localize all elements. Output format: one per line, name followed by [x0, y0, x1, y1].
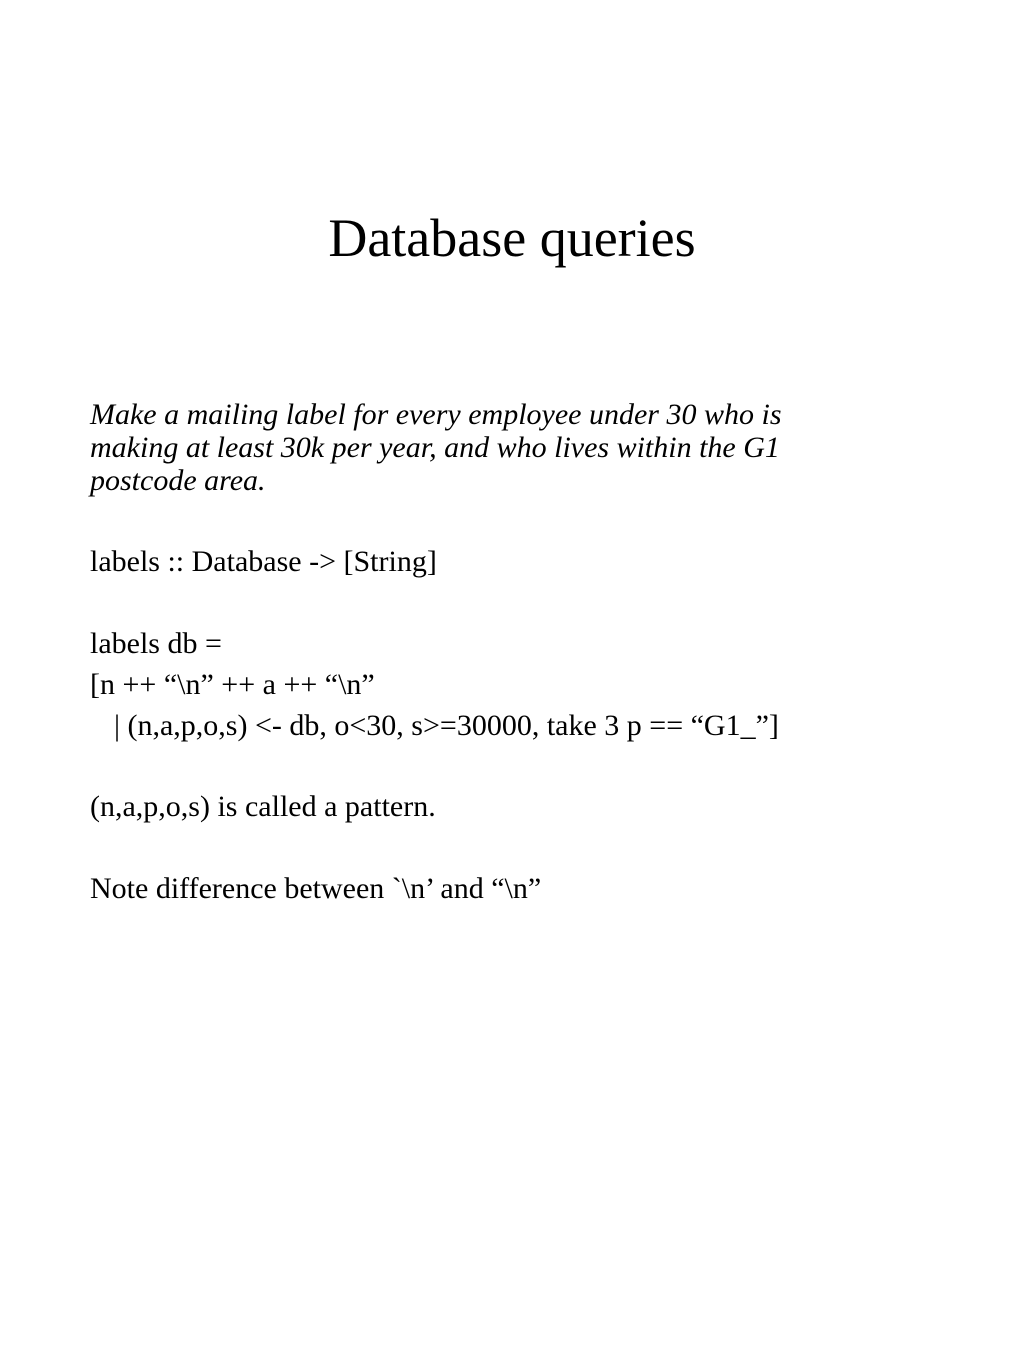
type-signature: labels :: Database -> [String]: [90, 545, 437, 578]
code-line: labels db =: [90, 627, 222, 660]
code-line: | (n,a,p,o,s) <- db, o<30, s>=30000, take 3 p == “G1_”]: [114, 709, 779, 742]
code-line: [n ++ “\n” ++ a ++ “\n”: [90, 668, 375, 701]
task-description-line: Make a mailing label for every employee under 30 who is: [90, 398, 782, 431]
difference-note: Note difference between `\n’ and “\n”: [90, 872, 542, 905]
task-description-line: postcode area.: [90, 464, 266, 497]
pattern-note: (n,a,p,o,s) is called a pattern.: [90, 790, 436, 823]
task-description-line: making at least 30k per year, and who lives within the G1: [90, 431, 780, 464]
slide-title: Database queries: [328, 208, 696, 268]
task-description: [90, 398, 950, 497]
